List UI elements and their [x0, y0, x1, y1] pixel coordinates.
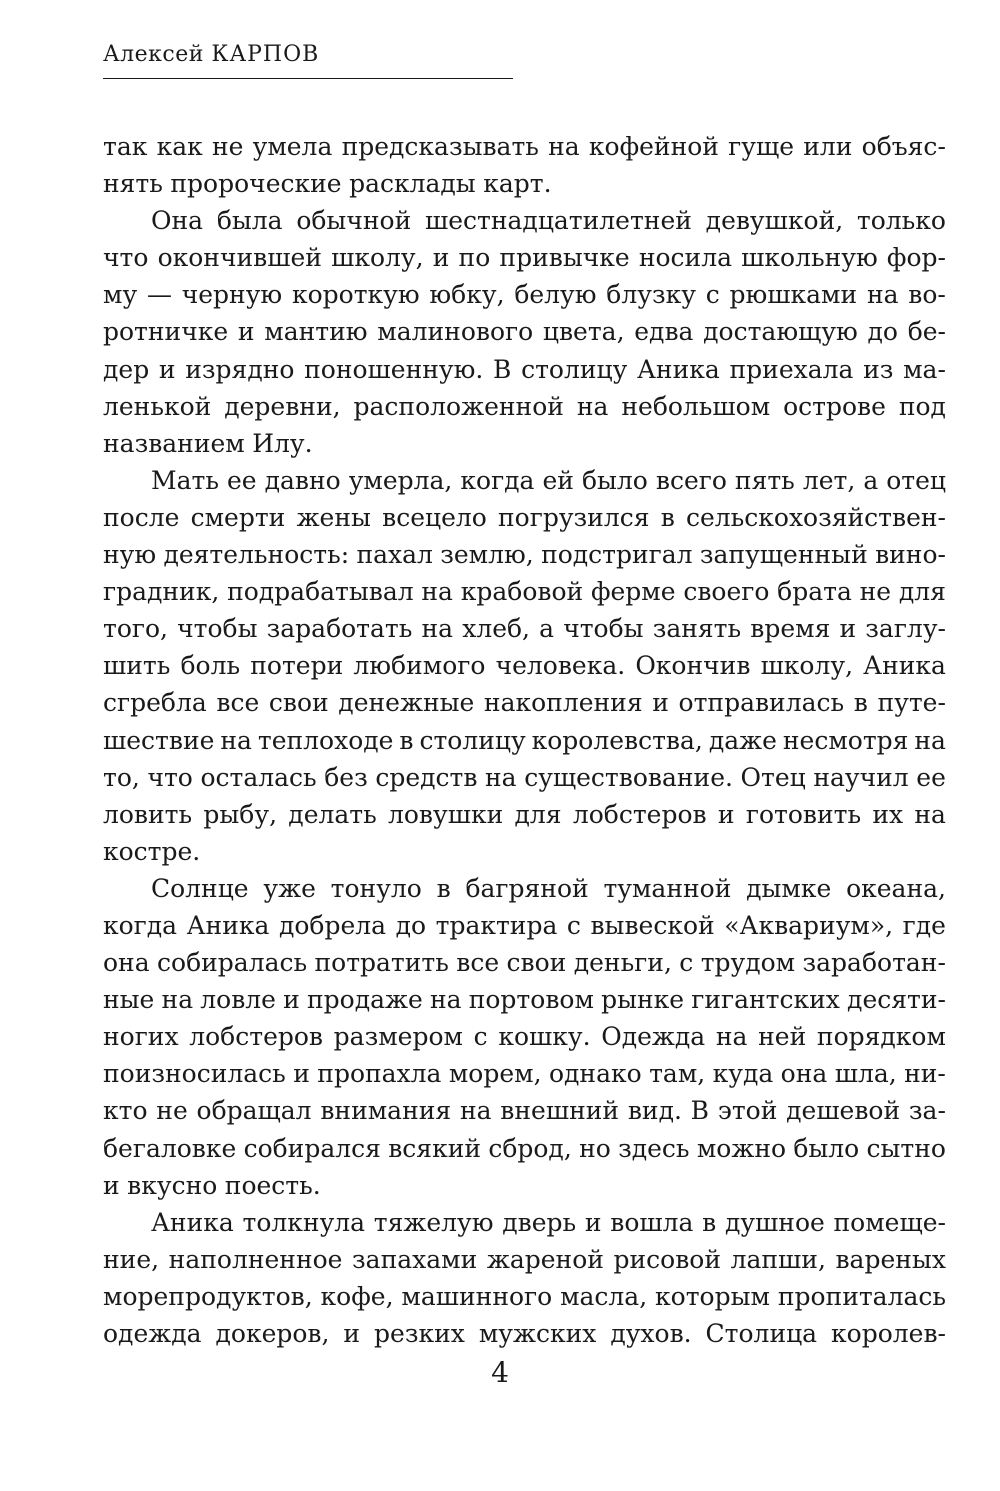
- text-line: Аника толкнула тяжелую дверь и вошла в душное помеще-: [151, 1207, 946, 1237]
- text-line: поизносилась и пропахла морем, однако там, куда она шла, ни-: [103, 1059, 946, 1089]
- text-line: она собиралась потратить все свои деньги, с трудом заработан-: [103, 948, 946, 978]
- text-line: ные на ловле и продаже на портовом рынке гигантских десяти-: [103, 985, 946, 1015]
- author-first-name: Алексей: [103, 42, 204, 67]
- text-line: градник, подрабатывал на крабовой ферме своего брата не для: [103, 577, 946, 607]
- text-line: ную деятельность: пахал землю, подстригал запущенный вино-: [103, 540, 946, 570]
- text-line: того, чтобы заработать на хлеб, а чтобы занять время и заглу-: [103, 614, 946, 644]
- text-line: так как не умела предсказывать на кофейной гуще или объяс-: [103, 132, 946, 161]
- running-head: [103, 42, 319, 67]
- text-line: шествие на теплоходе в столицу королевства, даже несмотря на: [103, 725, 946, 755]
- text-line: му — черную короткую юбку, белую блузку с рюшками на во-: [103, 280, 946, 310]
- author-last-name: КАРПОВ: [211, 42, 320, 67]
- text-line: шить боль потери любимого человека. Окончив школу, Аника: [103, 651, 946, 681]
- text-line: что окончившей школу, и по привычке носила школьную фор-: [103, 243, 946, 273]
- text-line: дер и изрядно поношенную. В столицу Аника приехала из ма-: [103, 354, 946, 384]
- text-line: после смерти жены всецело погрузился в сельскохозяйствен-: [103, 502, 946, 532]
- text-line: одежда докеров, и резких мужских духов. Столица королев-: [103, 1319, 946, 1348]
- text-line: то, что осталась без средств на существование. Отец научил ее: [103, 762, 946, 792]
- text-line: костре.: [103, 836, 201, 866]
- text-line: названием Илу.: [103, 428, 313, 458]
- text-line: нять пророческие расклады карт.: [103, 169, 552, 199]
- text-line: ленькой деревни, расположенной на небольшом острове под: [103, 391, 946, 421]
- text-line: ротничке и мантию малинового цвета, едва достающую до бе-: [103, 317, 946, 347]
- text-line: ногих лобстеров размером с кошку. Одежда на ней порядком: [103, 1022, 946, 1052]
- body-text: [103, 128, 946, 1352]
- text-line: Она была обычной шестнадцатилетней девушкой, только: [151, 206, 946, 236]
- text-line: ние, наполненное запахами жареной рисовой лапши, вареных: [103, 1244, 946, 1274]
- text-line: когда Аника добрела до трактира с вывеской «Аквариум», где: [103, 910, 946, 940]
- text-line: Солнце уже тонуло в багряной туманной дымке океана,: [151, 873, 946, 903]
- text-line: Мать ее давно умерла, когда ей было всего пять лет, а отец: [151, 465, 946, 495]
- text-line: и вкусно поесть.: [103, 1170, 321, 1200]
- text-line: кто не обращал внимания на внешний вид. В этой дешевой за-: [103, 1096, 946, 1126]
- text-line: бегаловке собирался всякий сброд, но здесь можно было сытно: [103, 1133, 946, 1163]
- text-line: сгребла все свои денежные накопления и отправилась в путе-: [103, 688, 946, 718]
- text-line: морепродуктов, кофе, машинного масла, которым пропиталась: [103, 1281, 946, 1311]
- text-line: ловить рыбу, делать ловушки для лобстеров и готовить их на: [103, 799, 946, 829]
- header-rule: [103, 78, 513, 79]
- page-number: 4: [491, 1356, 509, 1389]
